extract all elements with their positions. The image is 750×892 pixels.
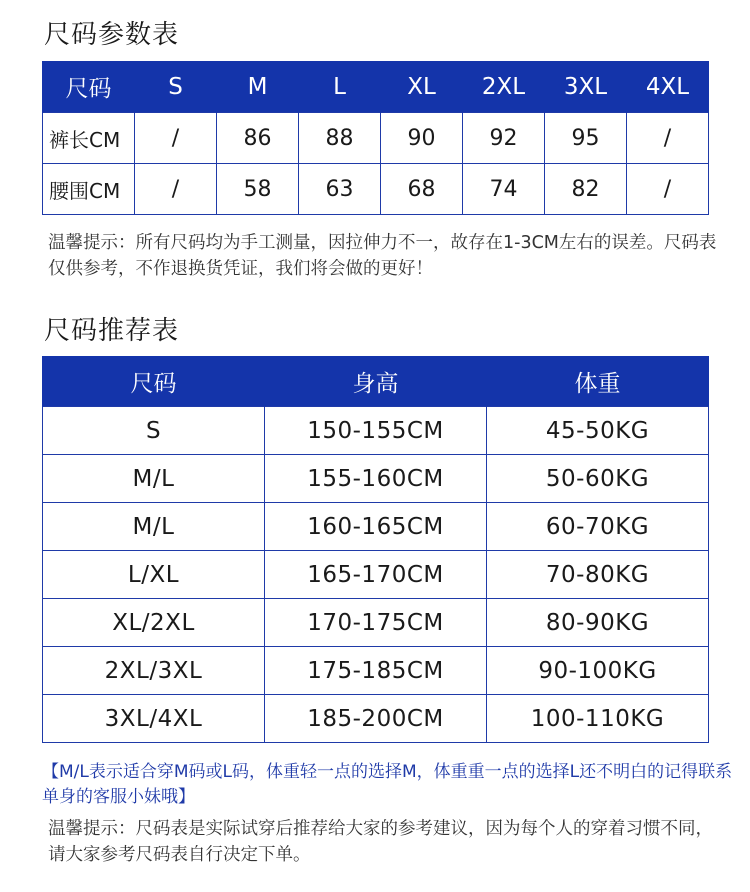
table-cell: 74: [463, 164, 545, 215]
header-cell: L: [299, 61, 381, 113]
header-cell: 体重: [487, 356, 709, 407]
table-cell: 58: [217, 164, 299, 215]
size-cell: M/L: [43, 503, 265, 551]
header-cell: XL: [381, 61, 463, 113]
weight-cell: 100-110KG: [487, 695, 709, 743]
header-cell: S: [135, 61, 217, 113]
header-cell: 尺码: [43, 356, 265, 407]
table-cell: 92: [463, 113, 545, 164]
weight-cell: 70-80KG: [487, 551, 709, 599]
height-cell: 185-200CM: [265, 695, 487, 743]
height-cell: 165-170CM: [265, 551, 487, 599]
header-cell: M: [217, 61, 299, 113]
table-row: [43, 164, 709, 215]
table-row: [43, 407, 709, 455]
recommend-note: 温馨提示：尺码表是实际试穿后推荐给大家的参考建议，因为每个人的穿着习惯不同，请大家参考尺码表自行决定下单。: [48, 819, 713, 865]
height-cell: 150-155CM: [265, 407, 487, 455]
table-cell: 68: [381, 164, 463, 215]
table-cell: 86: [217, 113, 299, 164]
size-params-table: [42, 61, 709, 215]
size-cell: 3XL/4XL: [43, 695, 265, 743]
table-row: [43, 551, 709, 599]
height-cell: 170-175CM: [265, 599, 487, 647]
table-row: [43, 695, 709, 743]
size-recommend-heading: 尺码推荐表: [44, 316, 180, 346]
size-cell: S: [43, 407, 265, 455]
row-label: 裤长CM: [43, 113, 135, 164]
table-cell: 95: [545, 113, 627, 164]
header-cell: 身高: [265, 356, 487, 407]
table-cell: 82: [545, 164, 627, 215]
table-cell: /: [135, 113, 217, 164]
header-cell: 3XL: [545, 61, 627, 113]
measurement-note: 温馨提示：所有尺码均为手工测量，因拉伸力不一，故存在1-3CM左右的误差。尺码表仅供参考，不作退换货凭证，我们将会做的更好！: [48, 233, 717, 279]
table-row: [43, 503, 709, 551]
weight-cell: 60-70KG: [487, 503, 709, 551]
table-cell: /: [135, 164, 217, 215]
table-row: [43, 113, 709, 164]
table-cell: /: [627, 113, 709, 164]
table-row: [43, 455, 709, 503]
weight-cell: 80-90KG: [487, 599, 709, 647]
size-params-heading: 尺码参数表: [44, 20, 180, 50]
row-label: 腰围CM: [43, 164, 135, 215]
size-cell: XL/2XL: [43, 599, 265, 647]
weight-cell: 90-100KG: [487, 647, 709, 695]
size-cell: L/XL: [43, 551, 265, 599]
table-cell: 88: [299, 113, 381, 164]
size-cell: 2XL/3XL: [43, 647, 265, 695]
table-cell: 90: [381, 113, 463, 164]
header-cell: 2XL: [463, 61, 545, 113]
weight-cell: 45-50KG: [487, 407, 709, 455]
weight-cell: 50-60KG: [487, 455, 709, 503]
header-cell: 尺码: [43, 61, 135, 113]
table-row: [43, 647, 709, 695]
table-cell: 63: [299, 164, 381, 215]
size-explanation-note: 【M/L表示适合穿M码或L码，体重轻一点的选择M，体重重一点的选择L还不明白的记得联系单身的客服小妹哦】: [42, 762, 733, 807]
size-params-header-row: [43, 61, 709, 113]
height-cell: 160-165CM: [265, 503, 487, 551]
size-cell: M/L: [43, 455, 265, 503]
height-cell: 155-160CM: [265, 455, 487, 503]
size-recommend-table: [42, 356, 709, 743]
table-row: [43, 599, 709, 647]
height-cell: 175-185CM: [265, 647, 487, 695]
table-cell: /: [627, 164, 709, 215]
size-recommend-header-row: [43, 356, 709, 407]
header-cell: 4XL: [627, 61, 709, 113]
